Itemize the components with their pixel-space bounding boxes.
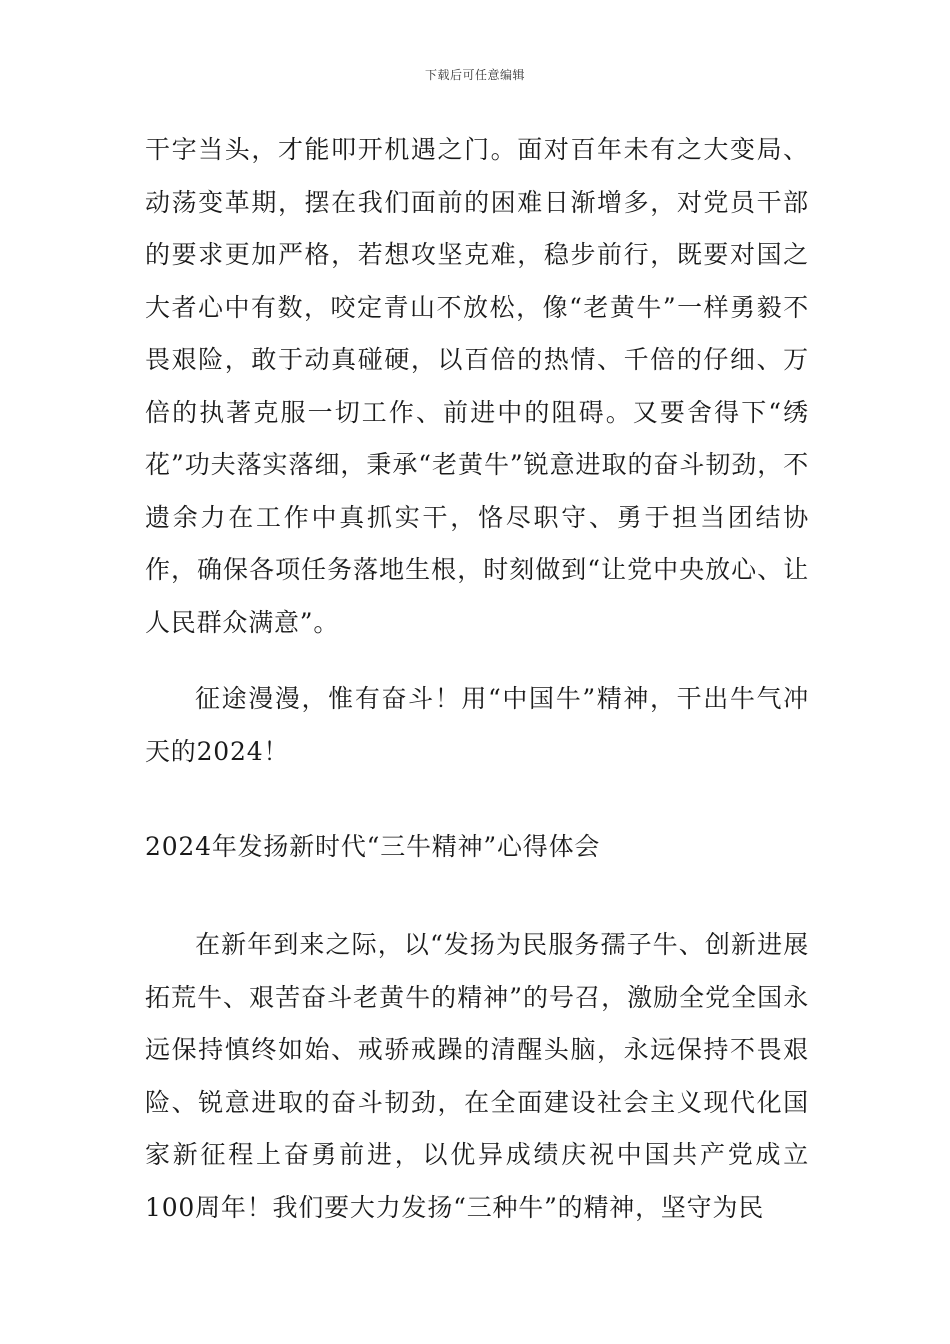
section-title-block <box>145 821 809 874</box>
paragraph-1: 干字当头，才能叩开机遇之门。面对百年未有之大变局、动荡变革期，摆在我们面前的困难日渐增多，对党员干部的要求更加严格，若想攻坚克难，稳步前行，既要对国之大者心中有数，咬定青山不放松，像“老黄牛”一样勇毅不畏艰险，敢于动真碰硬，以百倍的热情、千倍的仔细、万倍的执著克服一切工作、前进中的阻碍。又要舍得下“绣花”功夫落实落细，秉承“老黄牛”锐意进取的奋斗韧劲，不遗余力在工作中真抓实干，恪尽职守、勇于担当团结协作，确保各项任务落地生根，时刻做到“让党中央放心、让人民群众满意”。 <box>145 135 809 637</box>
paragraph-block-2 <box>145 673 809 778</box>
paragraph-block-4 <box>145 919 809 1234</box>
paragraph-2: 征途漫漫，惟有奋斗！用“中国牛”精神，干出牛气冲天的2024！ <box>145 684 809 766</box>
paragraph-block-1 <box>145 124 809 649</box>
page-header: 下载后可任意编辑 <box>424 68 525 82</box>
section-title: 2024年发扬新时代“三牛精神”心得体会 <box>145 832 601 861</box>
paragraph-4: 在新年到来之际，以“发扬为民服务孺子牛、创新进展拓荒牛、艰苦奋斗老黄牛的精神”的号召，激励全党全国永远保持慎终如始、戒骄戒躁的清醒头脑，永远保持不畏艰险、锐意进取的奋斗韧劲，在全面建设社会主义现代化国家新征程上奋勇前进，以优异成绩庆祝中国共产党成立100周年！我们要大力发扬“三种牛”的精神，坚守为民 <box>145 930 809 1222</box>
